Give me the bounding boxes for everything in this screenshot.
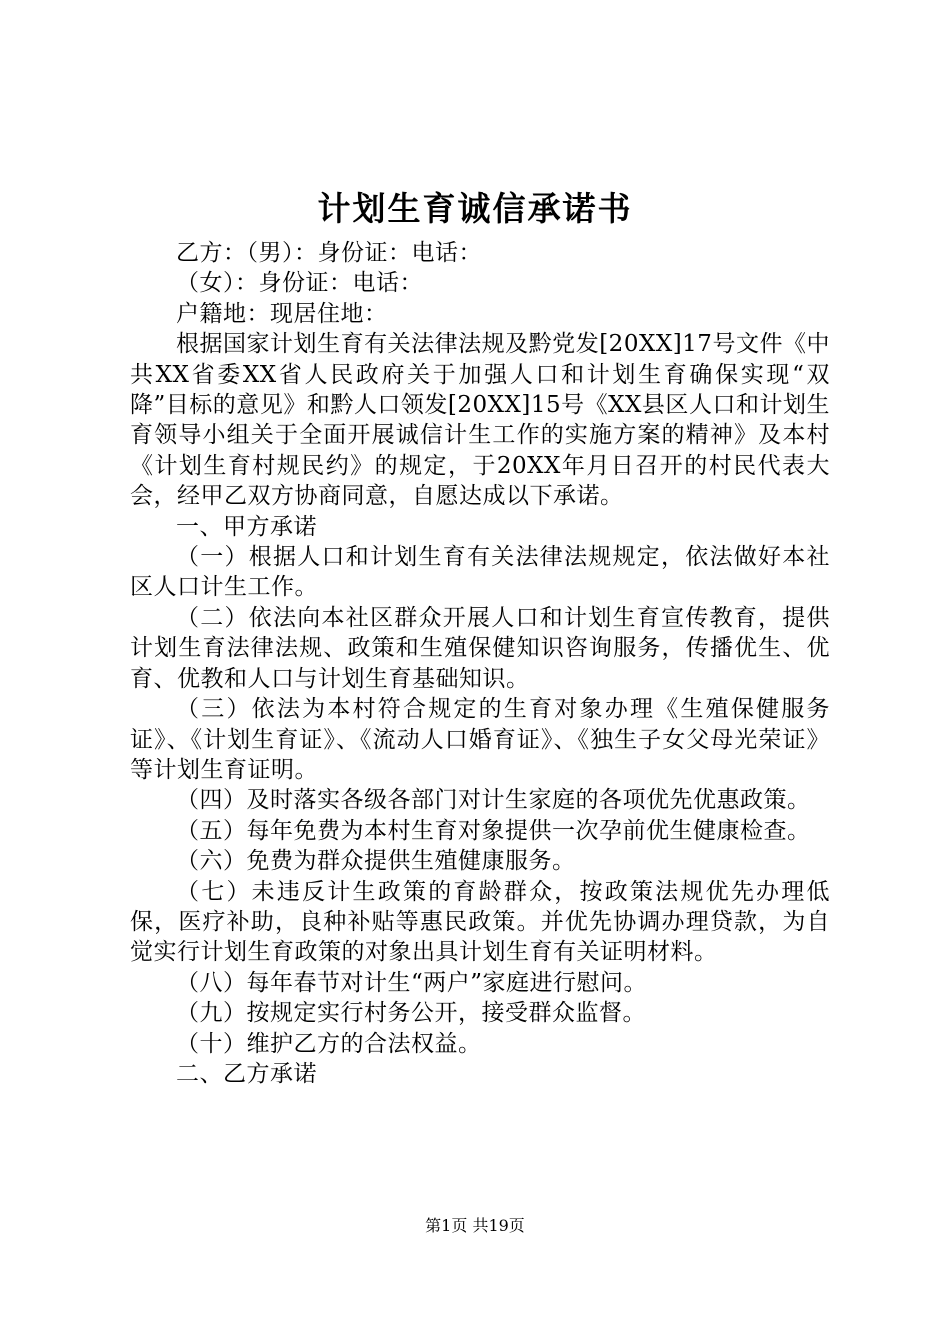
party-a-item-1: （一）根据人口和计划生育有关法律法规规定，依法做好本社区人口计生工作。: [130, 544, 830, 601]
party-a-item-7: （七）未违反计生政策的育龄群众，按政策法规优先办理低保，医疗补助，良种补贴等惠民政策。并优先协调办理贷款，为自觉实行计划生育政策的对象出具计划生育有关证明材料。: [130, 878, 830, 966]
section-heading-party-a: 一、甲方承诺: [176, 513, 317, 540]
document-body: [130, 238, 830, 1089]
preamble-paragraph: 根据国家计划生育有关法律法规及黔党发[20XX]17号文件《中共XX省委XX省人民政府关于加强人口和计划生育确保实现“双降”目标的意见》和黔人口领发[20XX]15号《XX县区人口和计划生育领导小组关于全面开展诚信计生工作的实施方案的精神》及本村《计划生育村规民约》的规定，于20XX年月日召开的村民代表大会，经甲乙双方协商同意，自愿达成以下承诺。: [130, 331, 830, 510]
party-a-item-10: （十）维护乙方的合法权益。: [176, 1030, 482, 1057]
party-b-male-line: 乙方：（男）：身份证：电话：: [176, 240, 482, 266]
party-a-item-4: （四）及时落实各级各部门对计生家庭的各项优先优惠政策。: [176, 787, 811, 814]
document-title: 计划生育诚信承诺书: [317, 189, 633, 228]
residence-line: 户籍地：现居住地：: [176, 300, 388, 327]
party-a-item-8: （八）每年春节对计生“两户”家庭进行慰问。: [176, 969, 648, 996]
party-a-item-3: （三）依法为本村符合规定的生育对象办理《生殖保健服务证》、《计划生育证》、《流动人口婚育证》、《独生子女父母光荣证》等计划生育证明。: [130, 696, 830, 783]
party-a-item-9: （九）按规定实行村务公开，接受群众监督。: [176, 1000, 646, 1027]
party-b-female-line: （女）：身份证：电话：: [176, 270, 423, 297]
party-a-item-6: （六）免费为群众提供生殖健康服务。: [176, 848, 576, 875]
section-heading-party-b: 二、乙方承诺: [176, 1060, 317, 1087]
page-number-footer: 第1页 共19页: [425, 1216, 525, 1235]
party-a-item-5: （五）每年免费为本村生育对象提供一次孕前优生健康检查。: [176, 817, 811, 844]
party-a-item-2: （二）依法向本社区群众开展人口和计划生育宣传教育，提供计划生育法律法规、政策和生殖保健知识咨询服务，传播优生、优育、优教和人口与计划生育基础知识。: [130, 604, 830, 692]
